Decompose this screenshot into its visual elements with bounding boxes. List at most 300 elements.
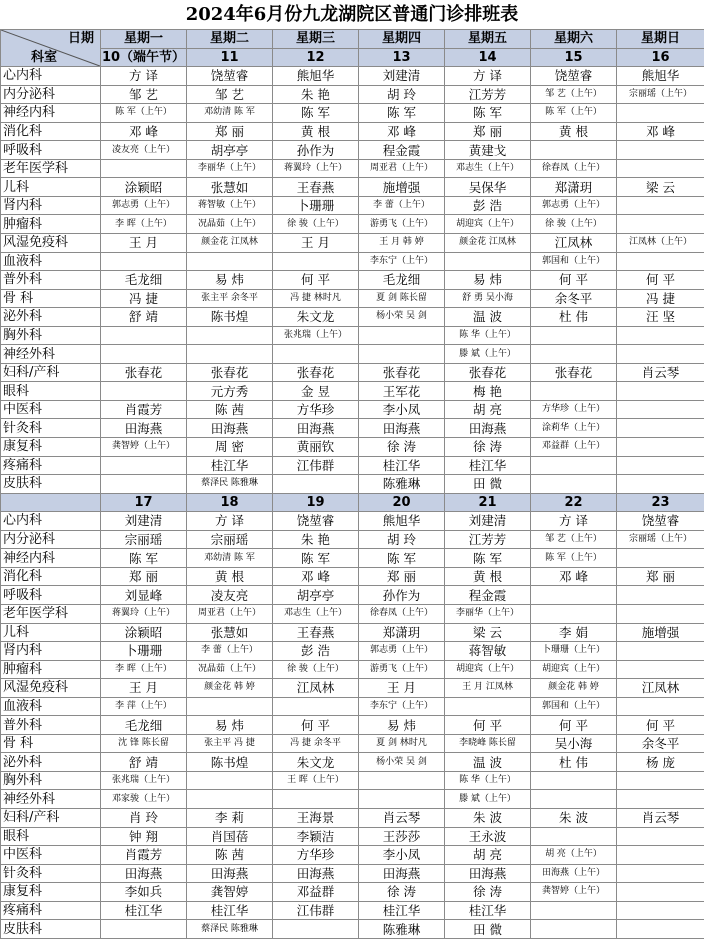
date-row: [1, 48, 704, 67]
doctor-cell: [617, 771, 704, 790]
doctor-cell: 陈 华（上午）: [445, 771, 531, 790]
doctor-cell: 陈书煌: [187, 308, 273, 327]
table-row: [1, 196, 704, 215]
doctor-cell: 朱 波: [445, 808, 531, 827]
doctor-cell: [359, 326, 445, 345]
doctor-cell: 黄 根: [445, 567, 531, 586]
doctor-cell: 田海燕: [101, 419, 187, 438]
department-name: 中医科: [1, 846, 101, 865]
doctor-cell: [359, 771, 445, 790]
doctor-cell: 张兆瑞（上午）: [273, 326, 359, 345]
doctor-cell: 田 微: [445, 920, 531, 939]
department-name: 老年医学科: [1, 604, 101, 623]
doctor-cell: 游勇飞（上午）: [359, 215, 445, 234]
doctor-cell: 桂江华: [445, 901, 531, 920]
table-row: [1, 883, 704, 902]
table-row: [1, 920, 704, 939]
doctor-cell: [617, 345, 704, 364]
doctor-cell: 邹 艺（上午）: [531, 85, 617, 104]
doctor-cell: [187, 345, 273, 364]
doctor-cell: [617, 104, 704, 123]
doctor-cell: 温 波: [445, 308, 531, 327]
doctor-cell: 张慧如: [187, 623, 273, 642]
doctor-cell: 李 娟: [531, 623, 617, 642]
doctor-cell: 田海燕: [101, 864, 187, 883]
corner-dept-label: 科室: [31, 49, 57, 66]
doctor-cell: 凌友亮: [187, 586, 273, 605]
doctor-cell: 陈 军: [359, 104, 445, 123]
doctor-cell: 胡 亮（上午）: [531, 846, 617, 865]
doctor-cell: 黄建戈: [445, 141, 531, 160]
doctor-cell: 郭志勇（上午）: [359, 642, 445, 661]
doctor-cell: 邓 峰: [359, 122, 445, 141]
doctor-cell: 田海燕（上午）: [531, 864, 617, 883]
doctor-cell: 田海燕: [445, 419, 531, 438]
doctor-cell: 沈 锋 陈长留: [101, 734, 187, 753]
doctor-cell: [187, 697, 273, 716]
doctor-cell: 李 莉: [187, 808, 273, 827]
doctor-cell: 李丽华（上午）: [445, 604, 531, 623]
table-row: [1, 345, 704, 364]
doctor-cell: 何 平: [273, 716, 359, 735]
doctor-cell: [101, 159, 187, 178]
doctor-cell: 宗丽瑶: [187, 530, 273, 549]
table-row: [1, 178, 704, 197]
doctor-cell: 桂江华: [359, 901, 445, 920]
doctor-cell: [101, 326, 187, 345]
doctor-cell: 李晓峰 陈长留: [445, 734, 531, 753]
doctor-cell: 舒 靖: [101, 753, 187, 772]
doctor-cell: 田海燕: [187, 419, 273, 438]
date-cell: 11: [187, 48, 273, 67]
doctor-cell: 冯 捷 林时凡: [273, 289, 359, 308]
doctor-cell: 杜 伟: [531, 753, 617, 772]
doctor-cell: 王春燕: [273, 178, 359, 197]
doctor-cell: 肖 玲: [101, 808, 187, 827]
doctor-cell: 张春花: [187, 363, 273, 382]
doctor-cell: [617, 475, 704, 494]
doctor-cell: 宗丽瑶（上午）: [617, 530, 704, 549]
department-name: 骨 科: [1, 289, 101, 308]
doctor-cell: [445, 697, 531, 716]
table-row: [1, 234, 704, 253]
department-name: 儿科: [1, 623, 101, 642]
doctor-cell: 梅 艳: [445, 382, 531, 401]
doctor-cell: 杨 庞: [617, 753, 704, 772]
doctor-cell: [531, 901, 617, 920]
table-row: [1, 400, 704, 419]
doctor-cell: [101, 252, 187, 271]
doctor-cell: 舒 勇 吴小海: [445, 289, 531, 308]
doctor-cell: [617, 456, 704, 475]
doctor-cell: 邓志生（上午）: [445, 159, 531, 178]
table-row: [1, 475, 704, 494]
doctor-cell: 朱 艳: [273, 85, 359, 104]
doctor-cell: 刘建清: [445, 512, 531, 531]
table-row: [1, 808, 704, 827]
date-cell: 15: [531, 48, 617, 67]
department-name: 普外科: [1, 271, 101, 290]
doctor-cell: 夏 剑 陈长留: [359, 289, 445, 308]
doctor-cell: 陈 茜: [187, 400, 273, 419]
doctor-cell: 桂江华: [187, 456, 273, 475]
date-cell: 14: [445, 48, 531, 67]
doctor-cell: 徐 骏（上午）: [273, 215, 359, 234]
doctor-cell: 龚智婷（上午）: [531, 883, 617, 902]
doctor-cell: [617, 846, 704, 865]
doctor-cell: [617, 196, 704, 215]
table-row: [1, 790, 704, 809]
doctor-cell: 陈 军: [101, 549, 187, 568]
doctor-cell: [617, 660, 704, 679]
doctor-cell: 宗丽瑶: [101, 530, 187, 549]
doctor-cell: 施增强: [359, 178, 445, 197]
department-name: 神经内科: [1, 549, 101, 568]
doctor-cell: 江凤林: [273, 679, 359, 698]
doctor-cell: 田海燕: [359, 419, 445, 438]
department-name: 皮肤科: [1, 475, 101, 494]
doctor-cell: 胡亭亭: [187, 141, 273, 160]
table-row: [1, 604, 704, 623]
doctor-cell: 徐 骏（上午）: [531, 215, 617, 234]
doctor-cell: 陈书煌: [187, 753, 273, 772]
doctor-cell: 郑 丽: [187, 122, 273, 141]
weekday-mon: 星期一: [101, 30, 187, 49]
doctor-cell: 易 炜: [445, 271, 531, 290]
doctor-cell: 桂江华: [359, 456, 445, 475]
doctor-cell: 何 平: [617, 716, 704, 735]
doctor-cell: 徐春凤（上午）: [531, 159, 617, 178]
department-name: 妇科/产科: [1, 808, 101, 827]
doctor-cell: 黄 根: [273, 122, 359, 141]
table-row: [1, 419, 704, 438]
doctor-cell: [273, 790, 359, 809]
doctor-cell: 颜金花 韩 婷: [187, 679, 273, 698]
doctor-cell: 梁 云: [445, 623, 531, 642]
doctor-cell: 郑潇玥: [359, 623, 445, 642]
doctor-cell: 周 密: [187, 438, 273, 457]
doctor-cell: 卜珊珊（上午）: [531, 642, 617, 661]
doctor-cell: 蒋智敏: [445, 642, 531, 661]
doctor-cell: [273, 252, 359, 271]
doctor-cell: [273, 345, 359, 364]
doctor-cell: 吴小海: [531, 734, 617, 753]
doctor-cell: [273, 475, 359, 494]
date-row-blank: [1, 493, 101, 512]
table-row: [1, 697, 704, 716]
doctor-cell: 李 蕾（上午）: [187, 642, 273, 661]
doctor-cell: 邓 峰: [617, 122, 704, 141]
doctor-cell: 邹 艺: [187, 85, 273, 104]
doctor-cell: 陈 军: [273, 104, 359, 123]
doctor-cell: 黄 根: [531, 122, 617, 141]
doctor-cell: [617, 252, 704, 271]
doctor-cell: [531, 771, 617, 790]
doctor-cell: 王春燕: [273, 623, 359, 642]
doctor-cell: 程金霞: [359, 141, 445, 160]
doctor-cell: [187, 252, 273, 271]
doctor-cell: 毛龙细: [101, 716, 187, 735]
doctor-cell: [531, 475, 617, 494]
date-cell: 21: [445, 493, 531, 512]
doctor-cell: [617, 438, 704, 457]
weekday-sat: 星期六: [531, 30, 617, 49]
table-row: [1, 567, 704, 586]
doctor-cell: 胡亭亭: [273, 586, 359, 605]
doctor-cell: [617, 642, 704, 661]
weekday-header-row: [1, 30, 704, 49]
doctor-cell: 温 波: [445, 753, 531, 772]
doctor-cell: 邓幼清 陈 军: [187, 104, 273, 123]
doctor-cell: 孙作为: [359, 586, 445, 605]
doctor-cell: 陈 军（上午）: [531, 549, 617, 568]
doctor-cell: 桂江华: [101, 901, 187, 920]
doctor-cell: 王 月 韩 婷: [359, 234, 445, 253]
date-row: [1, 493, 704, 512]
date-cell: 12: [273, 48, 359, 67]
doctor-cell: 方 译: [101, 67, 187, 86]
doctor-cell: 李 晖（上午）: [101, 660, 187, 679]
doctor-cell: 元方秀: [187, 382, 273, 401]
table-row: [1, 122, 704, 141]
doctor-cell: 王 月: [273, 234, 359, 253]
department-name: 心内科: [1, 512, 101, 531]
department-name: 肿瘤科: [1, 660, 101, 679]
doctor-cell: [617, 920, 704, 939]
date-cell: 20: [359, 493, 445, 512]
doctor-cell: 周亚君（上午）: [187, 604, 273, 623]
doctor-cell: 龚智婷（上午）: [101, 438, 187, 457]
doctor-cell: 胡迎宾（上午）: [445, 215, 531, 234]
doctor-cell: 张兆瑞（上午）: [101, 771, 187, 790]
doctor-cell: 冯 捷: [101, 289, 187, 308]
doctor-cell: 李小凤: [359, 400, 445, 419]
table-row: [1, 141, 704, 160]
doctor-cell: 何 平: [617, 271, 704, 290]
table-row: [1, 660, 704, 679]
doctor-cell: [617, 326, 704, 345]
department-name: 中医科: [1, 400, 101, 419]
doctor-cell: 杨小荣 吴 剑: [359, 753, 445, 772]
doctor-cell: 张春花: [531, 363, 617, 382]
doctor-cell: [617, 883, 704, 902]
doctor-cell: 陈 军: [445, 549, 531, 568]
doctor-cell: 易 炜: [359, 716, 445, 735]
doctor-cell: 邓 峰: [531, 567, 617, 586]
doctor-cell: 陈 军: [359, 549, 445, 568]
doctor-cell: [187, 790, 273, 809]
doctor-cell: 王海景: [273, 808, 359, 827]
doctor-cell: 刘建清: [359, 67, 445, 86]
table-row: [1, 530, 704, 549]
doctor-cell: 施增强: [617, 623, 704, 642]
doctor-cell: 陈 军（上午）: [531, 104, 617, 123]
doctor-cell: 邓 峰: [273, 567, 359, 586]
weekday-fri: 星期五: [445, 30, 531, 49]
doctor-cell: 方 译: [187, 512, 273, 531]
doctor-cell: 胡 玲: [359, 85, 445, 104]
date-cell: 22: [531, 493, 617, 512]
date-cell: 23: [617, 493, 704, 512]
doctor-cell: [101, 456, 187, 475]
doctor-cell: [101, 345, 187, 364]
doctor-cell: 程金霞: [445, 586, 531, 605]
schedule-body: [1, 30, 704, 939]
doctor-cell: 江芳芳: [445, 530, 531, 549]
doctor-cell: [187, 326, 273, 345]
date-cell: 10（端午节）: [101, 48, 187, 67]
doctor-cell: 涂莉华（上午）: [531, 419, 617, 438]
doctor-cell: 彭 浩: [445, 196, 531, 215]
doctor-cell: 邓益群（上午）: [531, 438, 617, 457]
doctor-cell: 张主平 余冬平: [187, 289, 273, 308]
table-row: [1, 549, 704, 568]
doctor-cell: 郑 丽: [445, 122, 531, 141]
doctor-cell: 郑 丽: [101, 567, 187, 586]
doctor-cell: 饶堃睿: [531, 67, 617, 86]
department-name: 消化科: [1, 122, 101, 141]
doctor-cell: 颜金花 江凤林: [187, 234, 273, 253]
doctor-cell: 刘显峰: [101, 586, 187, 605]
doctor-cell: 陈雅琳: [359, 475, 445, 494]
doctor-cell: 田海燕: [273, 864, 359, 883]
table-row: [1, 456, 704, 475]
table-row: [1, 308, 704, 327]
doctor-cell: 易 炜: [187, 271, 273, 290]
doctor-cell: 饶堃睿: [273, 512, 359, 531]
department-name: 胸外科: [1, 771, 101, 790]
doctor-cell: 朱文龙: [273, 308, 359, 327]
doctor-cell: 刘建清: [101, 512, 187, 531]
doctor-cell: 胡 亮: [445, 846, 531, 865]
doctor-cell: 江凤林: [617, 679, 704, 698]
department-name: 风湿免疫科: [1, 679, 101, 698]
doctor-cell: 熊旭华: [273, 67, 359, 86]
department-name: 神经外科: [1, 790, 101, 809]
table-row: [1, 586, 704, 605]
table-row: [1, 827, 704, 846]
doctor-cell: 王 月: [101, 234, 187, 253]
doctor-cell: [617, 790, 704, 809]
doctor-cell: [531, 827, 617, 846]
doctor-cell: 黄 根: [187, 567, 273, 586]
department-name: 泌外科: [1, 308, 101, 327]
doctor-cell: 况晶茹（上午）: [187, 660, 273, 679]
doctor-cell: 李东宁（上午）: [359, 252, 445, 271]
doctor-cell: 朱文龙: [273, 753, 359, 772]
doctor-cell: 田海燕: [187, 864, 273, 883]
doctor-cell: 饶堃睿: [617, 512, 704, 531]
department-name: 泌外科: [1, 753, 101, 772]
doctor-cell: 黄丽钦: [273, 438, 359, 457]
doctor-cell: 蒋翼玲（上午）: [101, 604, 187, 623]
department-name: 心内科: [1, 67, 101, 86]
doctor-cell: 游勇飞（上午）: [359, 660, 445, 679]
doctor-cell: 田海燕: [445, 864, 531, 883]
doctor-cell: 何 平: [531, 716, 617, 735]
department-name: 肿瘤科: [1, 215, 101, 234]
doctor-cell: 邹 艺（上午）: [531, 530, 617, 549]
doctor-cell: 桂江华: [187, 901, 273, 920]
weekday-sun: 星期日: [617, 30, 704, 49]
doctor-cell: 李 萍（上午）: [101, 697, 187, 716]
department-name: 风湿免疫科: [1, 234, 101, 253]
doctor-cell: 易 炜: [187, 716, 273, 735]
doctor-cell: 李颖洁: [273, 827, 359, 846]
doctor-cell: 颜金花 江凤林: [445, 234, 531, 253]
doctor-cell: 何 平: [531, 271, 617, 290]
weekday-thu: 星期四: [359, 30, 445, 49]
doctor-cell: 王 月 江凤林: [445, 679, 531, 698]
doctor-cell: 杨小荣 吴 剑: [359, 308, 445, 327]
doctor-cell: 陈 军（上午）: [101, 104, 187, 123]
doctor-cell: 朱 波: [531, 808, 617, 827]
department-name: 骨 科: [1, 734, 101, 753]
table-row: [1, 753, 704, 772]
table-row: [1, 438, 704, 457]
corner-cell: [1, 30, 101, 67]
doctor-cell: [617, 419, 704, 438]
doctor-cell: [531, 604, 617, 623]
doctor-cell: 李 蕾（上午）: [359, 196, 445, 215]
date-cell: 19: [273, 493, 359, 512]
table-row: [1, 512, 704, 531]
doctor-cell: [617, 159, 704, 178]
doctor-cell: 徐 涛: [359, 883, 445, 902]
doctor-cell: 舒 靖: [101, 308, 187, 327]
doctor-cell: 徐春凤（上午）: [359, 604, 445, 623]
doctor-cell: 江伟群: [273, 456, 359, 475]
table-row: [1, 289, 704, 308]
table-row: [1, 771, 704, 790]
doctor-cell: 张春花: [445, 363, 531, 382]
table-row: [1, 363, 704, 382]
doctor-cell: 胡 亮: [445, 400, 531, 419]
doctor-cell: 毛龙细: [359, 271, 445, 290]
department-name: 眼科: [1, 827, 101, 846]
doctor-cell: 彭 浩: [273, 642, 359, 661]
doctor-cell: 陈 茜: [187, 846, 273, 865]
doctor-cell: 田海燕: [273, 419, 359, 438]
department-name: 呼吸科: [1, 141, 101, 160]
date-cell: 16: [617, 48, 704, 67]
doctor-cell: 张慧如: [187, 178, 273, 197]
doctor-cell: 熊旭华: [359, 512, 445, 531]
doctor-cell: 胡 玲: [359, 530, 445, 549]
table-row: [1, 271, 704, 290]
doctor-cell: 卜珊珊: [101, 642, 187, 661]
table-row: [1, 85, 704, 104]
doctor-cell: [531, 141, 617, 160]
department-name: 眼科: [1, 382, 101, 401]
department-name: 普外科: [1, 716, 101, 735]
department-name: 儿科: [1, 178, 101, 197]
doctor-cell: 桂江华: [445, 456, 531, 475]
doctor-cell: 李小凤: [359, 846, 445, 865]
doctor-cell: 王 晖（上午）: [273, 771, 359, 790]
doctor-cell: 李丽华（上午）: [187, 159, 273, 178]
doctor-cell: 陈 华（上午）: [445, 326, 531, 345]
table-row: [1, 382, 704, 401]
doctor-cell: 涂颖昭: [101, 623, 187, 642]
doctor-cell: 方华珍（上午）: [531, 400, 617, 419]
doctor-cell: 李东宁（上午）: [359, 697, 445, 716]
weekday-wed: 星期三: [273, 30, 359, 49]
doctor-cell: 毛龙细: [101, 271, 187, 290]
doctor-cell: 张春花: [359, 363, 445, 382]
doctor-cell: 况晶茹（上午）: [187, 215, 273, 234]
table-row: [1, 623, 704, 642]
